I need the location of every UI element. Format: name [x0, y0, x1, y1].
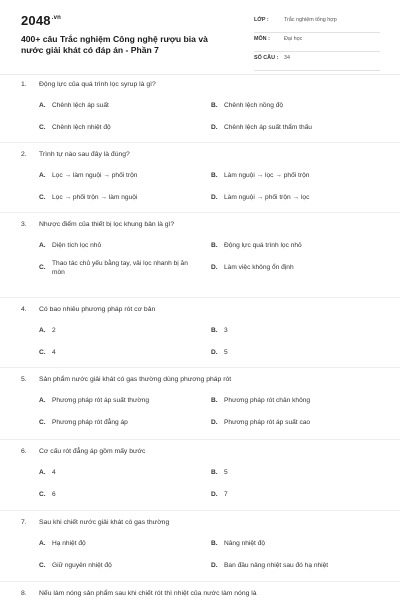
- option-letter: C.: [39, 124, 46, 131]
- meta-value: Đại học: [284, 36, 303, 42]
- option-letter: A.: [39, 327, 46, 334]
- option-letter: D.: [211, 491, 218, 498]
- question-label: Cơ cấu rót đẳng áp gồm mấy bước: [39, 448, 146, 455]
- question-text: [21, 81, 156, 88]
- option-letter: A.: [39, 469, 46, 476]
- option-text: Thao tác chủ yếu bằng tay, vải lọc nhanh bị ăn mòn: [52, 260, 188, 276]
- option-text: Chênh lệch áp suất: [52, 102, 109, 109]
- option-letter: A.: [39, 540, 46, 547]
- option-letter: B.: [211, 102, 218, 109]
- option-letter: B.: [211, 327, 218, 334]
- option-text: Chênh lệch áp suất thẩm thấu: [224, 124, 312, 131]
- question-text: [21, 590, 257, 597]
- option-text: Phương pháp rót áp suất cao: [224, 419, 311, 426]
- meta-label: LỚP :: [254, 17, 269, 23]
- option-text: 4: [52, 469, 56, 476]
- page-header: [0, 0, 400, 70]
- option-text: 3: [224, 327, 228, 334]
- question-divider: [0, 297, 400, 298]
- option-text: Phương pháp rót áp suất thường: [52, 397, 150, 404]
- meta-value: 34: [284, 55, 290, 61]
- question-divider: [0, 439, 400, 440]
- logo-domain: .vn: [51, 15, 62, 21]
- site-logo[interactable]: [21, 13, 61, 28]
- option-letter: A.: [39, 397, 46, 404]
- option-text: 2: [52, 327, 56, 334]
- question-number: 1.: [21, 81, 27, 88]
- question-number: 3.: [21, 221, 27, 228]
- option-text: 7: [224, 491, 228, 498]
- meta-panel: [254, 14, 380, 71]
- option-text: 5: [224, 349, 228, 356]
- meta-row-count: [254, 52, 380, 71]
- question-text: [21, 306, 155, 313]
- option-text: Làm nguội → phối trộn → lọc: [224, 194, 310, 201]
- question-number: 5.: [21, 376, 27, 383]
- meta-value: Trắc nghiệm tổng hợp: [284, 17, 337, 23]
- option-text: Lọc → phối trộn → làm nguội: [52, 194, 138, 201]
- option-text: Làm việc không ổn định: [224, 264, 294, 271]
- option-letter: C.: [39, 562, 46, 569]
- meta-label: MÔN :: [254, 36, 270, 42]
- option-letter: B.: [211, 172, 218, 179]
- option-text: Giữ nguyên nhiệt độ: [52, 562, 112, 569]
- question-text: [21, 448, 145, 455]
- option-text: Hạ nhiệt độ: [52, 540, 86, 547]
- option-letter: B.: [211, 469, 218, 476]
- option-letter: A.: [39, 242, 46, 249]
- question-label: Trình tự nào sau đây là đúng?: [39, 151, 130, 158]
- option-letter: D.: [211, 349, 218, 356]
- option-text: Ban đầu nâng nhiệt sau đó hạ nhiệt: [224, 562, 329, 569]
- document-title: 400+ câu Trắc nghiệm Công nghệ rượu bia và nước giải khát có đáp án - Phần 7: [21, 34, 208, 55]
- option-text: 5: [224, 469, 228, 476]
- meta-label: SỐ CÂU :: [254, 55, 279, 61]
- option-text: 4: [52, 349, 56, 356]
- question-label: Động lực của quá trình lọc syrup là gì?: [39, 81, 156, 88]
- option-letter: A.: [39, 102, 46, 109]
- question-number: 4.: [21, 306, 27, 313]
- option-letter: D.: [211, 194, 218, 201]
- option-letter: D.: [211, 419, 218, 426]
- option-letter: B.: [211, 397, 218, 404]
- question-divider: [0, 581, 400, 582]
- question-text: [21, 151, 130, 158]
- question-text: [21, 519, 169, 526]
- header-divider: [0, 74, 400, 75]
- question-number: 2.: [21, 151, 27, 158]
- question-number: 8.: [21, 590, 27, 597]
- question-text: [21, 376, 231, 383]
- option-letter: D.: [211, 264, 218, 271]
- option-text: Chênh lệch nhiệt độ: [52, 124, 111, 131]
- question-divider: [0, 367, 400, 368]
- question-label: Sau khi chiết nước giải khát có gas thường: [39, 519, 170, 526]
- question-divider: [0, 142, 400, 143]
- option-text: Lọc → làm nguội → phối trộn: [52, 172, 138, 179]
- option-text: Động lực quá trình lọc nhỏ: [224, 242, 302, 249]
- option-letter: C.: [39, 264, 46, 271]
- option-letter: B.: [211, 242, 218, 249]
- option-text: Phương pháp rót đẳng áp: [52, 419, 128, 426]
- option-text: Chênh lệch nồng độ: [224, 102, 284, 109]
- question-text: [21, 221, 174, 228]
- question-label: Có bao nhiêu phương pháp rót cơ bản: [39, 306, 156, 313]
- question-number: 7.: [21, 519, 27, 526]
- option-text: Làm nguội → lọc → phối trộn: [224, 172, 310, 179]
- option-letter: B.: [211, 540, 218, 547]
- meta-row-class: [254, 14, 380, 33]
- question-divider: [0, 510, 400, 511]
- option-letter: A.: [39, 172, 46, 179]
- option-text: Diện tích lọc nhỏ: [52, 242, 102, 249]
- logo-text: 2048: [21, 13, 51, 28]
- question-label: Nếu làm nóng sản phẩm sau khi chiết rót thì nhiệt của nước làm nóng là: [39, 590, 257, 597]
- option-letter: C.: [39, 491, 46, 498]
- option-letter: C.: [39, 194, 46, 201]
- question-number: 6.: [21, 448, 27, 455]
- question-label: Nhược điểm của thiết bị lọc khung bản là gì?: [39, 221, 175, 228]
- question-label: Sản phẩm nước giải khát có gas thường dùng phương pháp rót: [39, 376, 232, 383]
- option-text: Phương pháp rót chân không: [224, 397, 311, 404]
- option-text: 6: [52, 491, 56, 498]
- option-letter: D.: [211, 124, 218, 131]
- meta-row-subject: [254, 33, 380, 52]
- option-text: Nâng nhiệt độ: [224, 540, 266, 547]
- option-letter: D.: [211, 562, 218, 569]
- option-letter: C.: [39, 419, 46, 426]
- option-letter: C.: [39, 349, 46, 356]
- question-divider: [0, 212, 400, 213]
